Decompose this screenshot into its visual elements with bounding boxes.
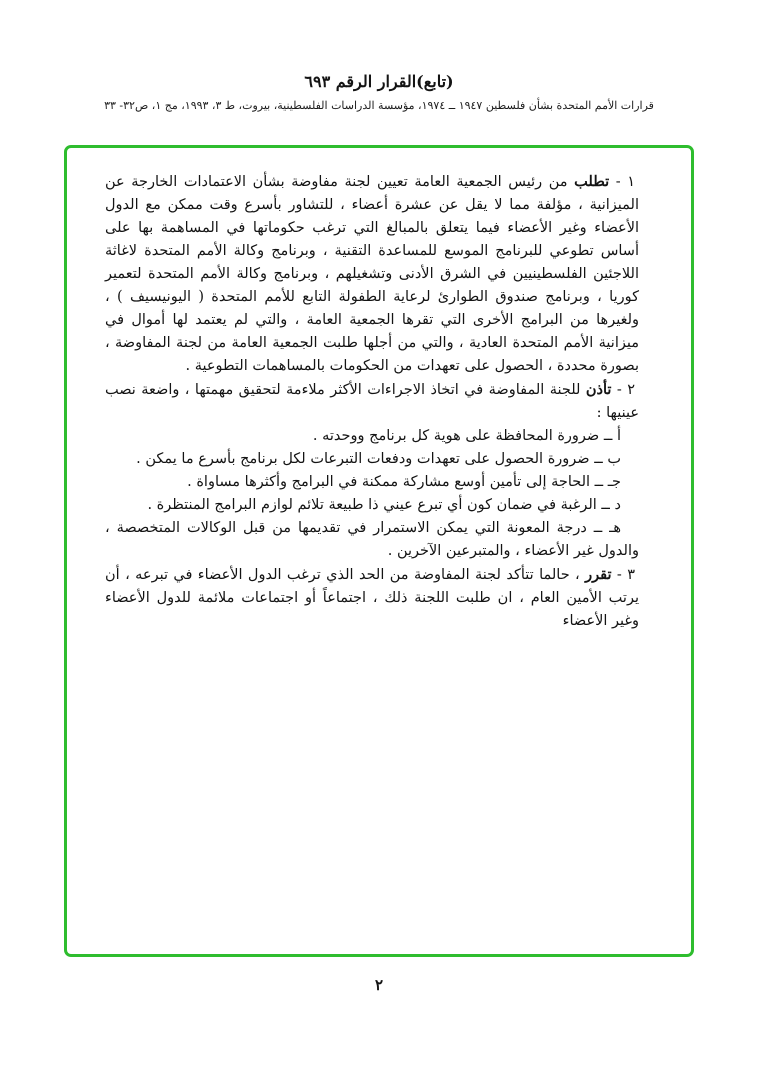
paragraph-keyword: تطلب <box>574 173 610 190</box>
document-frame <box>64 145 694 957</box>
paragraph: د ــ الرغبة في ضمان كون أي تبرع عيني ذا طبيعة تلائم لوازم البرامج المنتظرة . <box>147 497 621 513</box>
paragraph-marker: ١ - <box>609 174 635 190</box>
paragraph-keyword: تأذن <box>585 381 612 398</box>
paragraph-marker: ٢ - <box>611 382 636 398</box>
paragraph: أ ــ ضرورة المحافظة على هوية كل برنامج ووحدته . <box>312 428 621 444</box>
paragraph-marker: جـ ــ <box>590 474 621 490</box>
paragraph-marker: هـ ــ <box>586 520 622 536</box>
paragraph: جـ ــ الحاجة إلى تأمين أوسع مشاركة ممكنة في البرامج وأكثرها مساواة . <box>187 474 621 490</box>
paragraph: ب ــ ضرورة الحصول على تعهدات ودفعات التبرعات لكل برنامج بأسرع ما يمكن . <box>136 451 621 467</box>
document-body <box>67 148 691 633</box>
paragraph: ٣ - تقرر ، حالما تتأكد لجنة المفاوضة من الحد الذي ترغب الدول الأعضاء في تبرعه ، أن يرتب الأمين العام ، ان طلبت اللجنة ذلك ، اجتماعاً أو اجتماعات ملائمة للدول الأعضاء وغير الأعضاء <box>105 566 639 629</box>
paragraph-marker: ب ــ <box>589 451 621 467</box>
paragraph-keyword: تقرر <box>585 566 612 583</box>
paragraph: هـ ــ درجة المعونة التي يمكن الاستمرار في تقديمها من قبل الوكالات المتخصصة ، والدول غير الأعضاء ، والمتبرعين الآخرين . <box>105 520 639 559</box>
paragraph-marker: د ــ <box>596 497 621 513</box>
document-header <box>0 72 758 112</box>
page-number: ٢ <box>374 976 384 994</box>
paragraph: ٢ - تأذن للجنة المفاوضة في اتخاذ الاجراءات الأكثر ملاءمة لتحقيق مهمتها ، واضعة نصب عينيها : <box>105 381 639 421</box>
paragraph: ١ - تطلب من رئيس الجمعية العامة تعيين لجنة مفاوضة بشأن الاعتمادات الخارجة عن الميزانية ، مؤلفة مما لا يقل عن عشرة أعضاء ، للتشاور بأسرع وقت ممكن مع الدول الأعضاء وغير الأعضاء فيما يتعلق بالمبالغ التي ترغب حكوماتها في المساهمة بها على أساس تطوعي للبرنامج الموسع للمساعدة التقنية ، وبرنامج وكالة الأمم المتحدة لاغاثة اللاجئين الفلسطينيين في الشرق الأدنى وتشغيلهم ، وبرنامج وكالة الأمم المتحدة لتعمير كوريا ، وبرنامج صندوق الطوارئ لرعاية الطفولة التابع للأمم المتحدة ( اليونيسيف ) ، ولغيرها من البرامج الأخرى التي تقرها الجمعية العامة ، والتي لم يعتمد لها أموال في ميزانية الأمم المتحدة العادية ، والتي من أجلها طلبت الجمعية العامة من لجنة المفاوضة ، بصورة محددة ، الحصول على تعهدات من الحكومات بالمساهمات التطوعية . <box>105 173 639 374</box>
document-title: (تابع)القرار الرقم ٦٩٣ <box>304 72 454 91</box>
paragraph-marker: أ ــ <box>599 428 621 444</box>
document-citation: قرارات الأمم المتحدة بشأن فلسطين ١٩٤٧ ــ ١٩٧٤، مؤسسة الدراسات الفلسطينية، بيروت، ط ٣، ١٩٩٣، مج ١، ص٣٢- ٣٣ <box>104 99 654 112</box>
paragraph-marker: ٣ - <box>611 567 635 583</box>
